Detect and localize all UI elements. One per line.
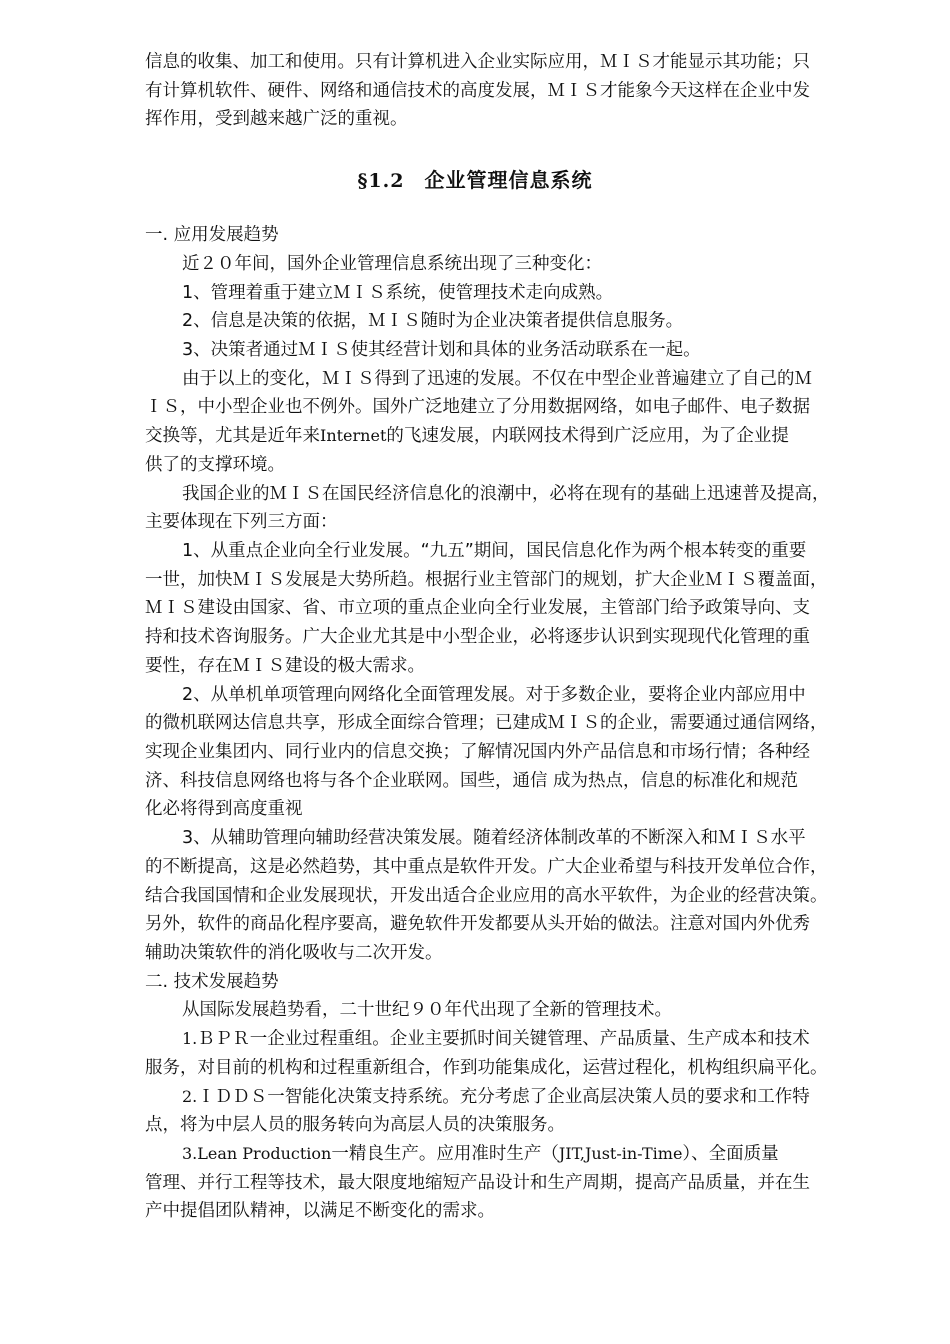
aspect1-line-1: 1、从重点企业向全行业发展。“九五”期间，国民信息化作为两个根本转变的重要 [182, 541, 807, 561]
section-title-text: 企业管理信息系统 [424, 168, 593, 192]
change-item-1: 1、管理着重于建立ＭＩＳ系统，使管理技术走向成熟。 [182, 283, 614, 303]
aspect3-line-4: 另外，软件的商品化程序要高，避免软件开发都要从头开始的做法。注意对国内外优秀 [145, 914, 810, 934]
intro-line-2: 有计算机软件、硬件、网络和通信技术的高度发展，ＭＩＳ才能象今天这样在企业中发 [145, 81, 810, 101]
aspect1-line-5: 要性，存在ＭＩＳ建设的极大需求。 [145, 656, 425, 676]
intro-line-3: 挥作用，受到越来越广泛的重视。 [145, 109, 408, 129]
aspect1-line-4: 持和技术咨询服务。广大企业尤其是中小型企业，必将逐步认识到实现现代化管理的重 [145, 627, 810, 647]
idds-line-2: 点，将为中层人员的服务转向为高层人员的决策服务。 [145, 1115, 565, 1135]
intro-line-1: 信息的收集、加工和使用。只有计算机进入企业实际应用，ＭＩＳ才能显示其功能；只 [145, 52, 810, 72]
section-number: §1.2 [357, 170, 405, 192]
lean-line-2: 管理、并行工程等技术，最大限度地缩短产品设计和生产周期，提高产品质量，并在生 [145, 1173, 810, 1193]
internet-term: Internet [320, 426, 387, 445]
aspect3-line-1: 3、从辅助管理向辅助经营决策发展。随着经济体制改革的不断深入和ＭＩＳ水平 [182, 828, 806, 848]
para2-line-1: 我国企业的ＭＩＳ在国民经济信息化的浪潮中，必将在现有的基础上迅速普及提高， [182, 484, 830, 504]
aspect1-line-3: ＭＩＳ建设由国家、省、市立项的重点企业向全行业发展，主管部门给予政策导向、支 [145, 598, 810, 618]
para1-line-4: 供了的支撑环境。 [145, 455, 285, 475]
aspect1-line-2: 一世，加快ＭＩＳ发展是大势所趋。根据行业主管部门的规划，扩大企业ＭＩＳ覆盖面， [145, 570, 828, 590]
change-item-2: 2、信息是决策的依据，ＭＩＳ随时为企业决策者提供信息服务。 [182, 311, 684, 331]
bpr-line-2: 服务，对目前的机构和过程重新组合，作到功能集成化，运营过程化，机构组织扁平化。 [145, 1058, 828, 1078]
part1-lead: 近２０年间，国外企业管理信息系统出现了三种变化： [182, 254, 602, 274]
para1-line-3: 交换等，尤其是近年来Internet的飞速发展，内联网技术得到广泛应用，为了企业提 [145, 426, 789, 446]
aspect3-line-2: 的不断提高，这是必然趋势，其中重点是软件开发。广大企业希望与科技开发单位合作， [145, 857, 828, 877]
aspect2-line-3: 实现企业集团内、同行业内的信息交换；了解情况国内外产品信息和市场行情；各种经 [145, 742, 810, 762]
part2-lead: 从国际发展趋势看，二十世纪９０年代出现了全新的管理技术。 [182, 1000, 672, 1020]
para1-line-1: 由于以上的变化，ＭＩＳ得到了迅速的发展。不仅在中型企业普遍建立了自己的Ｍ [182, 369, 812, 389]
aspect3-line-3: 结合我国国情和企业发展现状，开发出适合企业应用的高水平软件，为企业的经营决策。 [145, 886, 828, 906]
lean-line-3: 产中提倡团队精神，以满足不断变化的需求。 [145, 1201, 495, 1221]
section-title [0, 166, 950, 195]
bpr-line-1: 1.ＢＰＲ一企业过程重组。企业主要抓时间关键管理、产品质量、生产成本和技术 [182, 1029, 810, 1049]
part2-heading: 二. 技术发展趋势 [145, 972, 279, 992]
para2-line-2: 主要体现在下列三方面： [145, 512, 338, 532]
aspect2-line-1: 2、从单机单项管理向网络化全面管理发展。对于多数企业，要将企业内部应用中 [182, 685, 806, 705]
aspect3-line-5: 辅助决策软件的消化吸收与二次开发。 [145, 943, 443, 963]
change-item-3: 3、决策者通过ＭＩＳ使其经营计划和具体的业务活动联系在一起。 [182, 340, 701, 360]
aspect2-line-2: 的微机联网达信息共享，形成全面综合管理；已建成ＭＩＳ的企业，需要通过通信网络， [145, 713, 828, 733]
lean-line-1: 3.Lean Production一精良生产。应用准时生产（JIT,Just-in-Time）、全面质量 [182, 1144, 779, 1164]
para1-line-2: ＩＳ，中小型企业也不例外。国外广泛地建立了分用数据网络，如电子邮件、电子数据 [145, 397, 810, 417]
idds-line-1: 2.ＩＤＤＳ一智能化决策支持系统。充分考虑了企业高层决策人员的要求和工作特 [182, 1087, 810, 1107]
aspect2-line-5: 化必将得到高度重视 [145, 799, 303, 819]
part1-heading: 一. 应用发展趋势 [145, 225, 279, 245]
aspect2-line-4: 济、科技信息网络也将与各个企业联网。国些，通信 成为热点，信息的标准化和规范 [145, 771, 799, 791]
